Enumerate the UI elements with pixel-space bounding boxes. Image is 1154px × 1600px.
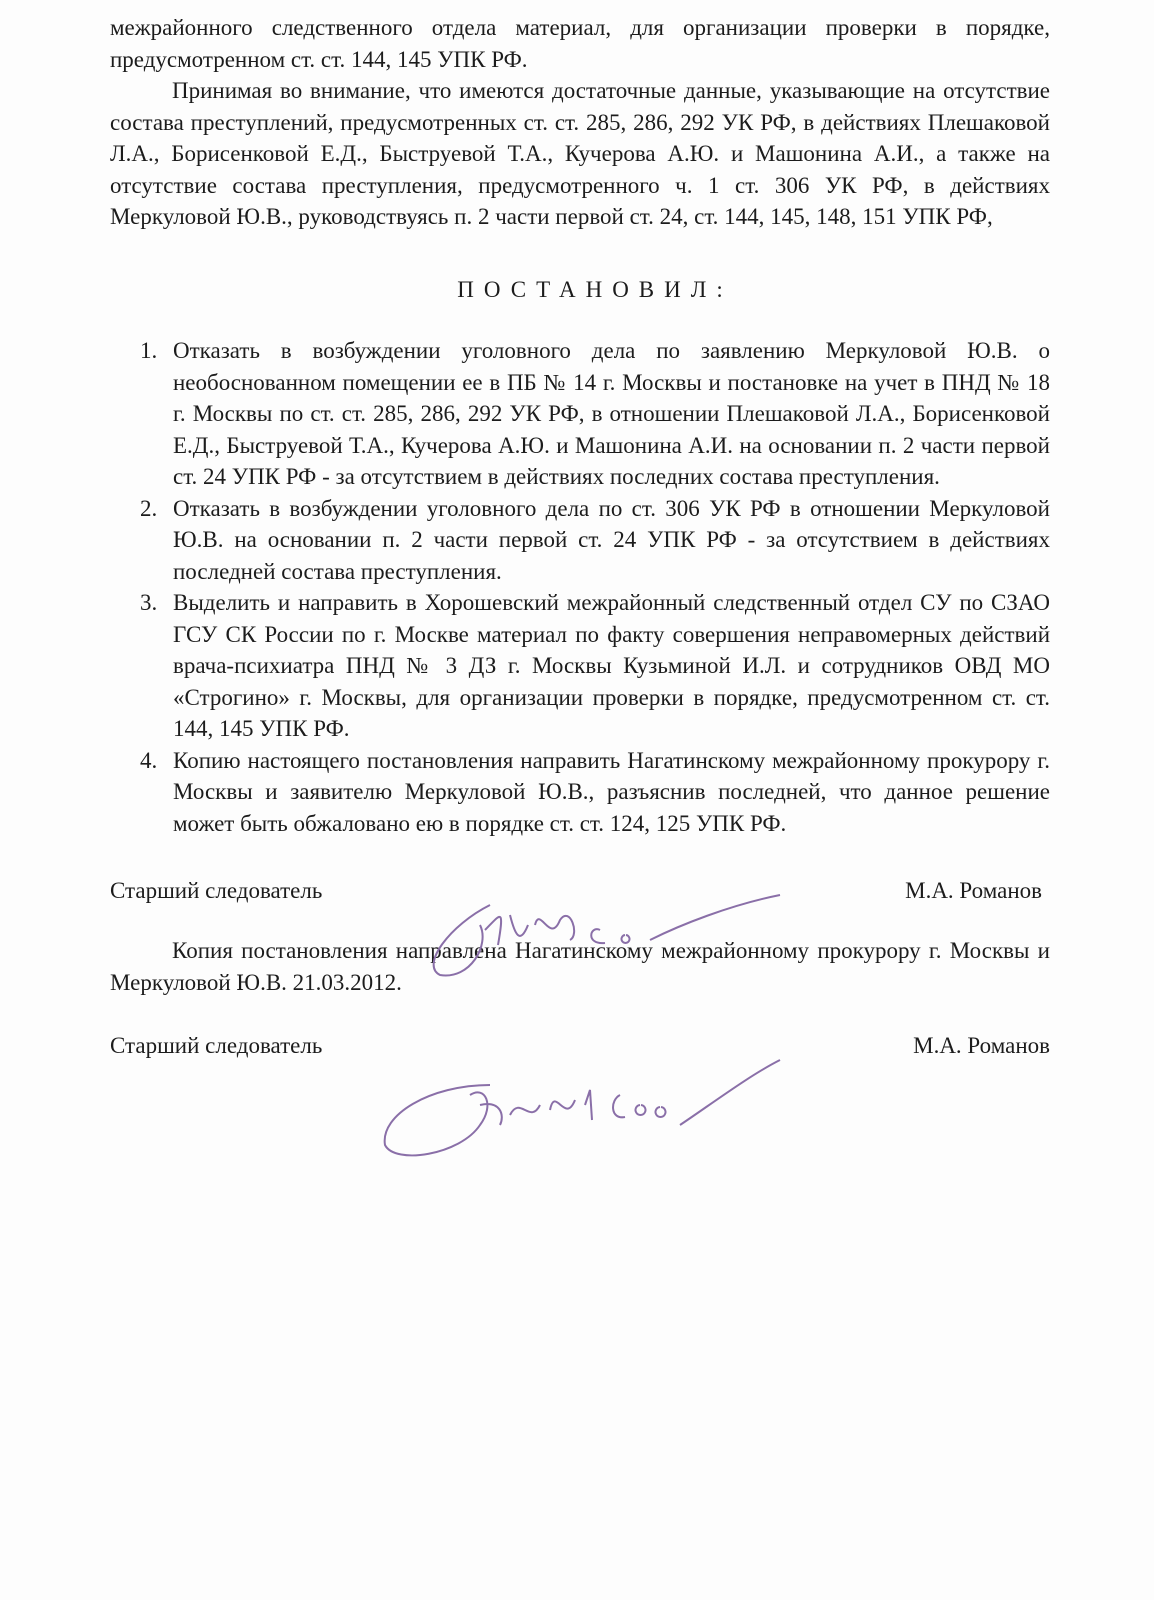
item-text: Отказать в возбуждении уголовного дела по заявлению Меркуловой Ю.В. о необоснованном помещении ее в ПБ № 14 г. Москвы и постановке на учет в ПНД № 18 г. Москвы по ст. ст. 285, 286, 292 УК РФ, в отношении Плешаковой Л.А., Борисенковой Е.Д., Быструевой Т.А., Кучерова А.Ю. и Машонина А.И. на основании п. 2 части первой ст. 24 УПК РФ - за отсутствием в действиях последних состава преступления. (173, 338, 1050, 489)
paragraph-grounds: Принимая во внимание, что имеются достаточные данные, указывающие на отсутствие состава преступлений, предусмотренных ст. ст. 285, 286, 292 УК РФ, в действиях Плешаковой Л.А., Борисенковой Е.Д., Быструевой Т.А., Кучерова А.Ю. и Машонина А.И., а также на отсутствие состава преступления, предусмотренного ч. 1 ст. 306 УК РФ, в действиях Меркуловой Ю.В., руководствуясь п. 2 части первой ст. 24, ст. 144, 145, 148, 151 УПК РФ, (110, 78, 1050, 229)
item-number: 1. (140, 338, 158, 363)
resolution-heading: ПОСТАНОВИЛ: (457, 276, 733, 302)
list-item (110, 587, 1050, 745)
handwritten-signature-2 (370, 1055, 790, 1165)
list-item (110, 493, 1050, 588)
list-item (110, 335, 1050, 493)
signer-role: Старший следователь (110, 1033, 323, 1058)
paragraph-continuation: межрайонного следственного отдела материал, для организации проверки в порядке, предусмотренном ст. ст. 144, 145 УПК РФ. (110, 15, 1050, 72)
signer-role: Старший следователь (110, 878, 323, 903)
item-text: Отказать в возбуждении уголовного дела по ст. 306 УК РФ в отношении Меркуловой Ю.В. на основании п. 2 части первой ст. 24 УПК РФ - за отсутствием в действиях последней состава преступления. (173, 495, 1050, 584)
item-number: 4. (140, 747, 158, 773)
signature-block-2 (110, 1030, 1050, 1070)
copy-note: Копия постановления направлена Нагатинскому межрайонному прокурору г. Москвы и Меркуловой Ю.В. 21.03.2012. (110, 938, 1050, 995)
item-text: Копию настоящего постановления направить Нагатинскому межрайонному прокурору г. Москвы и заявителю Меркуловой Ю.В., разъяснив последней, что данное решение может быть обжаловано ею в порядке ст. ст. 124, 125 УПК РФ. (173, 747, 1050, 836)
signer-name: М.А. Романов (905, 878, 1042, 903)
item-number: 2. (140, 495, 158, 521)
document-page (110, 12, 1050, 1070)
list-item (110, 745, 1050, 840)
signature-block-1 (110, 875, 1050, 915)
item-text: Выделить и направить в Хорошевский межрайонный следственный отдел СУ по СЗАО ГСУ СК России по г. Москве материал по факту совершения неправомерных действий врача-психиатра ПНД № 3 ДЗ г. Москвы Кузьминой И.Л. и сотрудников ОВД МО «Строгино» г. Москвы, для организации проверки в порядке, предусмотренном ст. ст. 144, 145 УПК РФ. (173, 590, 1050, 741)
item-number: 3. (140, 590, 158, 615)
signer-name: М.А. Романов (913, 1033, 1050, 1058)
resolution-list (110, 335, 1050, 839)
